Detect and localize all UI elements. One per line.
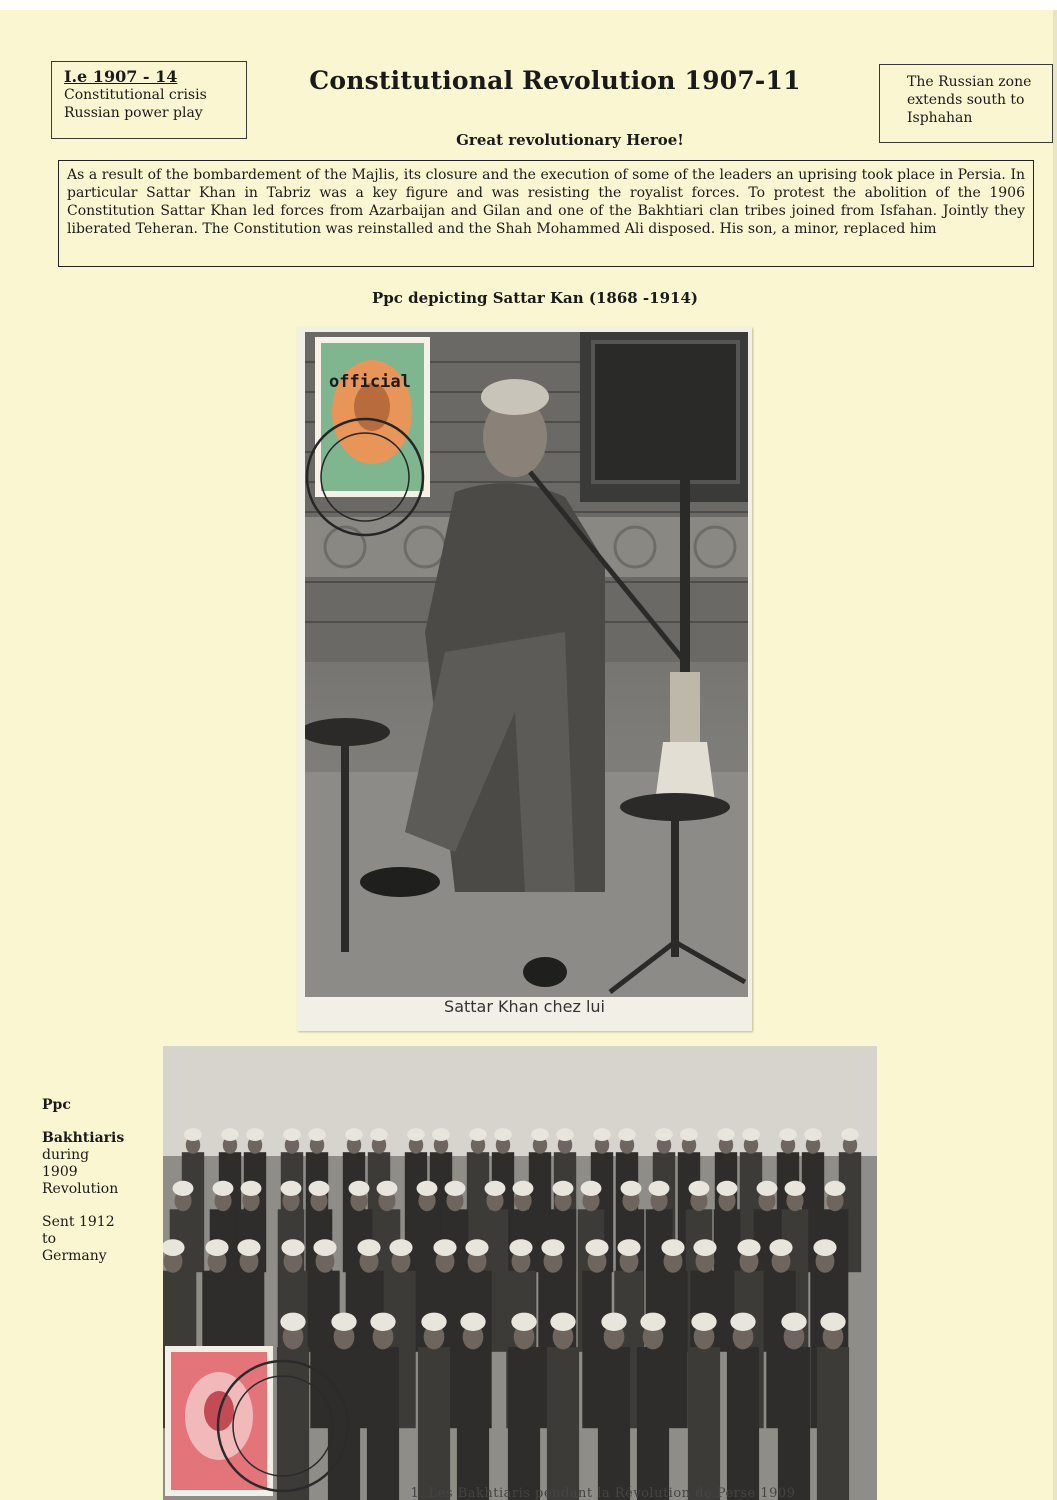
side-note-sent-2: to [42, 1231, 57, 1247]
postcard-1-label: Sattar Khan chez lui [444, 997, 605, 1016]
zone-note-line-3: Isphahan [907, 110, 973, 126]
side-note-sent-3: Germany [42, 1248, 107, 1264]
postcard-bakhtiaris [163, 1046, 877, 1500]
page-subtitle: Great revolutionary Heroe! [456, 131, 684, 149]
reference-line-2: Russian power play [64, 105, 203, 121]
side-notes [42, 1097, 152, 1265]
page-title: Constitutional Revolution 1907-11 [309, 66, 801, 95]
zone-note-line-1: The Russian zone [907, 74, 1032, 90]
zone-note-box [879, 64, 1053, 143]
postcard-2-label: 1. Les Bakhtiaris pendant la Révolution de Perse 1909 [410, 1486, 796, 1500]
reference-number: I.e 1907 - 14 [64, 67, 178, 86]
side-note-ppc: Ppc [42, 1097, 71, 1113]
side-note-line-2: 1909 [42, 1164, 78, 1180]
sattar-khan-photo [305, 332, 748, 997]
stamp-overprint: official [329, 372, 411, 392]
zone-note-line-2: extends south to [907, 92, 1025, 108]
reference-box [51, 61, 247, 139]
page-edge [1053, 10, 1057, 1500]
description-box: As a result of the bombardement of the Majlis, its closure and the execution of some of the leaders an uprising took place in Persia. In particular Sattar Khan in Tabriz was a key figure and was resisting the royalist forces. To protest the abolition of the 1906 Constitution Sattar Khan led forces from Azarbaijan and Gilan and one of the Bakhtiari clan tribes joined from Isfahan. Jointly they liberated Teheran. The Constitution was reinstalled and the Shah Mohammed Ali disposed. His son, a minor, replaced him [58, 160, 1034, 267]
postcard-1-caption: Ppc depicting Sattar Kan (1868 -1914) [372, 289, 698, 307]
postcard-sattar-khan [297, 327, 752, 1031]
bakhtiaris-group-photo [163, 1046, 877, 1500]
side-note-line-3: Revolution [42, 1181, 119, 1197]
side-note-line-1: during [42, 1147, 90, 1163]
top-margin [0, 0, 1057, 10]
side-note-sent-1: Sent 1912 [42, 1214, 115, 1230]
side-note-name: Bakhtiaris [42, 1130, 125, 1146]
reference-line-1: Constitutional crisis [64, 87, 207, 103]
